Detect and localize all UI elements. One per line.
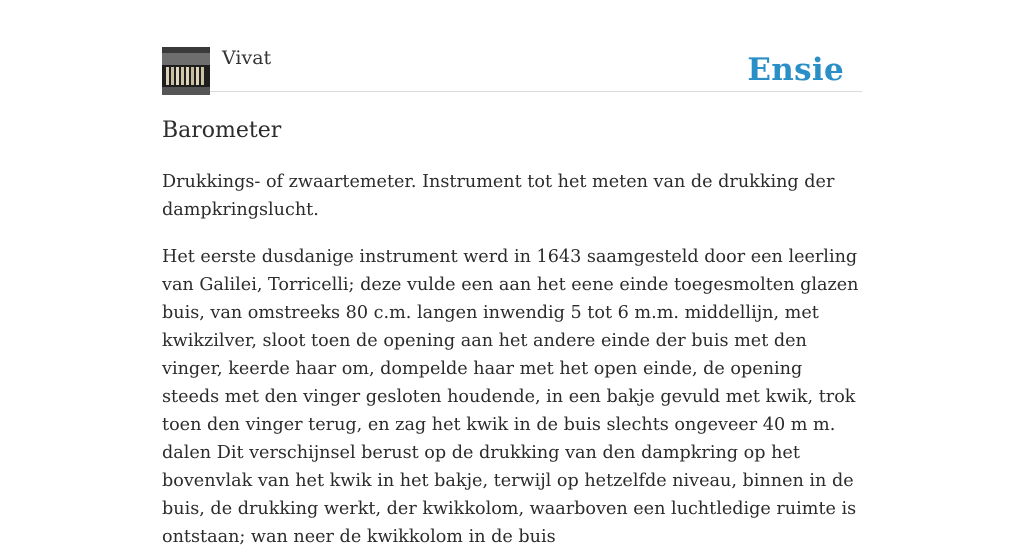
article-paragraph-2: Het eerste dusdanige instrument werd in 1643 saamgesteld door een leerling van Galilei, Torricelli; deze vulde een aan het eene einde toegesmolten glazen buis, van omstreeks 80 c.m. langen inwendig 5 tot 6 m.m. middellijn, met kwikzilver, sloot toen de opening aan het andere einde der buis met den vinger, keerde haar om, dompelde haar met het open einde, de opening steeds met den vinger gesloten houdende, in een bakje gevuld met kwik, trok toen den vinger terug, en zag het kwik in de buis slechts ongeveer 40 m m. dalen Dit verschijnsel berust op de drukking van den dampkring op het bovenvlak van het kwik in het bakje, terwijl op hetzelfde niveau, binnen in de buis, de drukking werkt, der kwikkolom, waarboven een luchtledige ruimte is ontstaan; wan neer de kwikkolom in de buis (162, 247, 859, 547)
ensie-logo[interactable]: Ensie (747, 52, 844, 88)
source-avatar[interactable] (162, 47, 210, 95)
article-paragraph-1: Drukkings- of zwaartemeter. Instrument tot het meten van de drukking der dampkringslucht. (162, 172, 835, 220)
source-name[interactable]: Vivat (222, 47, 272, 69)
page-container (162, 0, 862, 547)
page-header (162, 0, 862, 92)
book-spines-icon (162, 47, 210, 95)
article-title: Barometer (162, 118, 282, 143)
